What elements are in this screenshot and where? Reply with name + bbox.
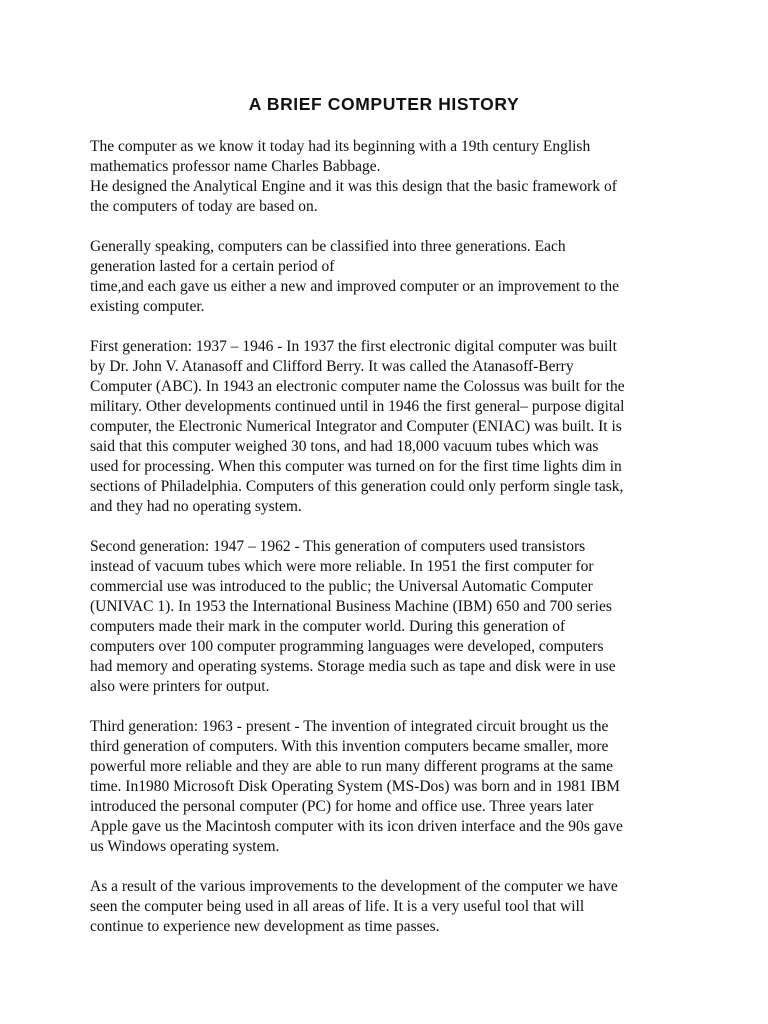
text-line: generation lasted for a certain period of (90, 258, 335, 275)
text-line: sections of Philadelphia. Computers of this generation could only perform single task, (90, 478, 624, 495)
text-line: The computer as we know it today had its beginning with a 19th century English (90, 138, 591, 155)
document-title: A BRIEF COMPUTER HISTORY (248, 94, 520, 114)
text-line: by Dr. John V. Atanasoff and Clifford Berry. It was called the Atanasoff-Berry (90, 358, 574, 375)
text-line: the computers of today are based on. (90, 198, 318, 215)
text-line: and they had no operating system. (90, 498, 302, 515)
paragraph-1 (90, 137, 690, 217)
text-line: us Windows operating system. (90, 838, 280, 855)
text-line: Third generation: 1963 - present - The invention of integrated circuit brought us the (90, 718, 609, 735)
text-line: time,and each gave us either a new and improved computer or an improvement to the (90, 278, 619, 295)
text-line: existing computer. (90, 298, 205, 315)
text-line: time. In1980 Microsoft Disk Operating System (MS-Dos) was born and in 1981 IBM (90, 778, 620, 795)
paragraph-5 (90, 717, 690, 857)
text-line: mathematics professor name Charles Babbage. (90, 158, 381, 175)
text-line: computers over 100 computer programming languages were developed, computers (90, 638, 604, 655)
text-line: As a result of the various improvements to the development of the computer we have (90, 878, 618, 895)
text-line: Apple gave us the Macintosh computer with its icon driven interface and the 90s gave (90, 818, 623, 835)
paragraph-3 (90, 337, 690, 517)
text-line: military. Other developments continued until in 1946 the first general– purpose digital (90, 398, 625, 415)
document-body (90, 137, 690, 957)
text-line: (UNIVAC 1). In 1953 the International Business Machine (IBM) 650 and 700 series (90, 598, 612, 615)
text-line: computer, the Electronic Numerical Integrator and Computer (ENIAC) was built. It is (90, 418, 622, 435)
text-line: also were printers for output. (90, 678, 270, 695)
paragraph-4 (90, 537, 690, 697)
text-line: had memory and operating systems. Storage media such as tape and disk were in use (90, 658, 616, 675)
paragraph-2 (90, 237, 690, 317)
text-line: computers made their mark in the computer world. During this generation of (90, 618, 566, 635)
text-line: introduced the personal computer (PC) for home and office use. Three years later (90, 798, 594, 815)
paragraph-6 (90, 877, 690, 937)
text-line: Computer (ABC). In 1943 an electronic computer name the Colossus was built for the (90, 378, 625, 395)
text-line: used for processing. When this computer was turned on for the first time lights dim in (90, 458, 622, 475)
text-line: said that this computer weighed 30 tons, and had 18,000 vacuum tubes which was (90, 438, 599, 455)
text-line: commercial use was introduced to the public; the Universal Automatic Computer (90, 578, 593, 595)
text-line: Second generation: 1947 – 1962 - This generation of computers used transistors (90, 538, 586, 555)
text-line: Generally speaking, computers can be classified into three generations. Each (90, 238, 566, 255)
text-line: third generation of computers. With this invention computers became smaller, more (90, 738, 609, 755)
text-line: instead of vacuum tubes which were more reliable. In 1951 the first computer for (90, 558, 594, 575)
text-line: First generation: 1937 – 1946 - In 1937 the first electronic digital computer was built (90, 338, 617, 355)
text-line: continue to experience new development as time passes. (90, 918, 440, 935)
text-line: He designed the Analytical Engine and it was this design that the basic framework of (90, 178, 617, 195)
text-line: powerful more reliable and they are able to run many different programs at the same (90, 758, 614, 775)
text-line: seen the computer being used in all areas of life. It is a very useful tool that will (90, 898, 585, 915)
